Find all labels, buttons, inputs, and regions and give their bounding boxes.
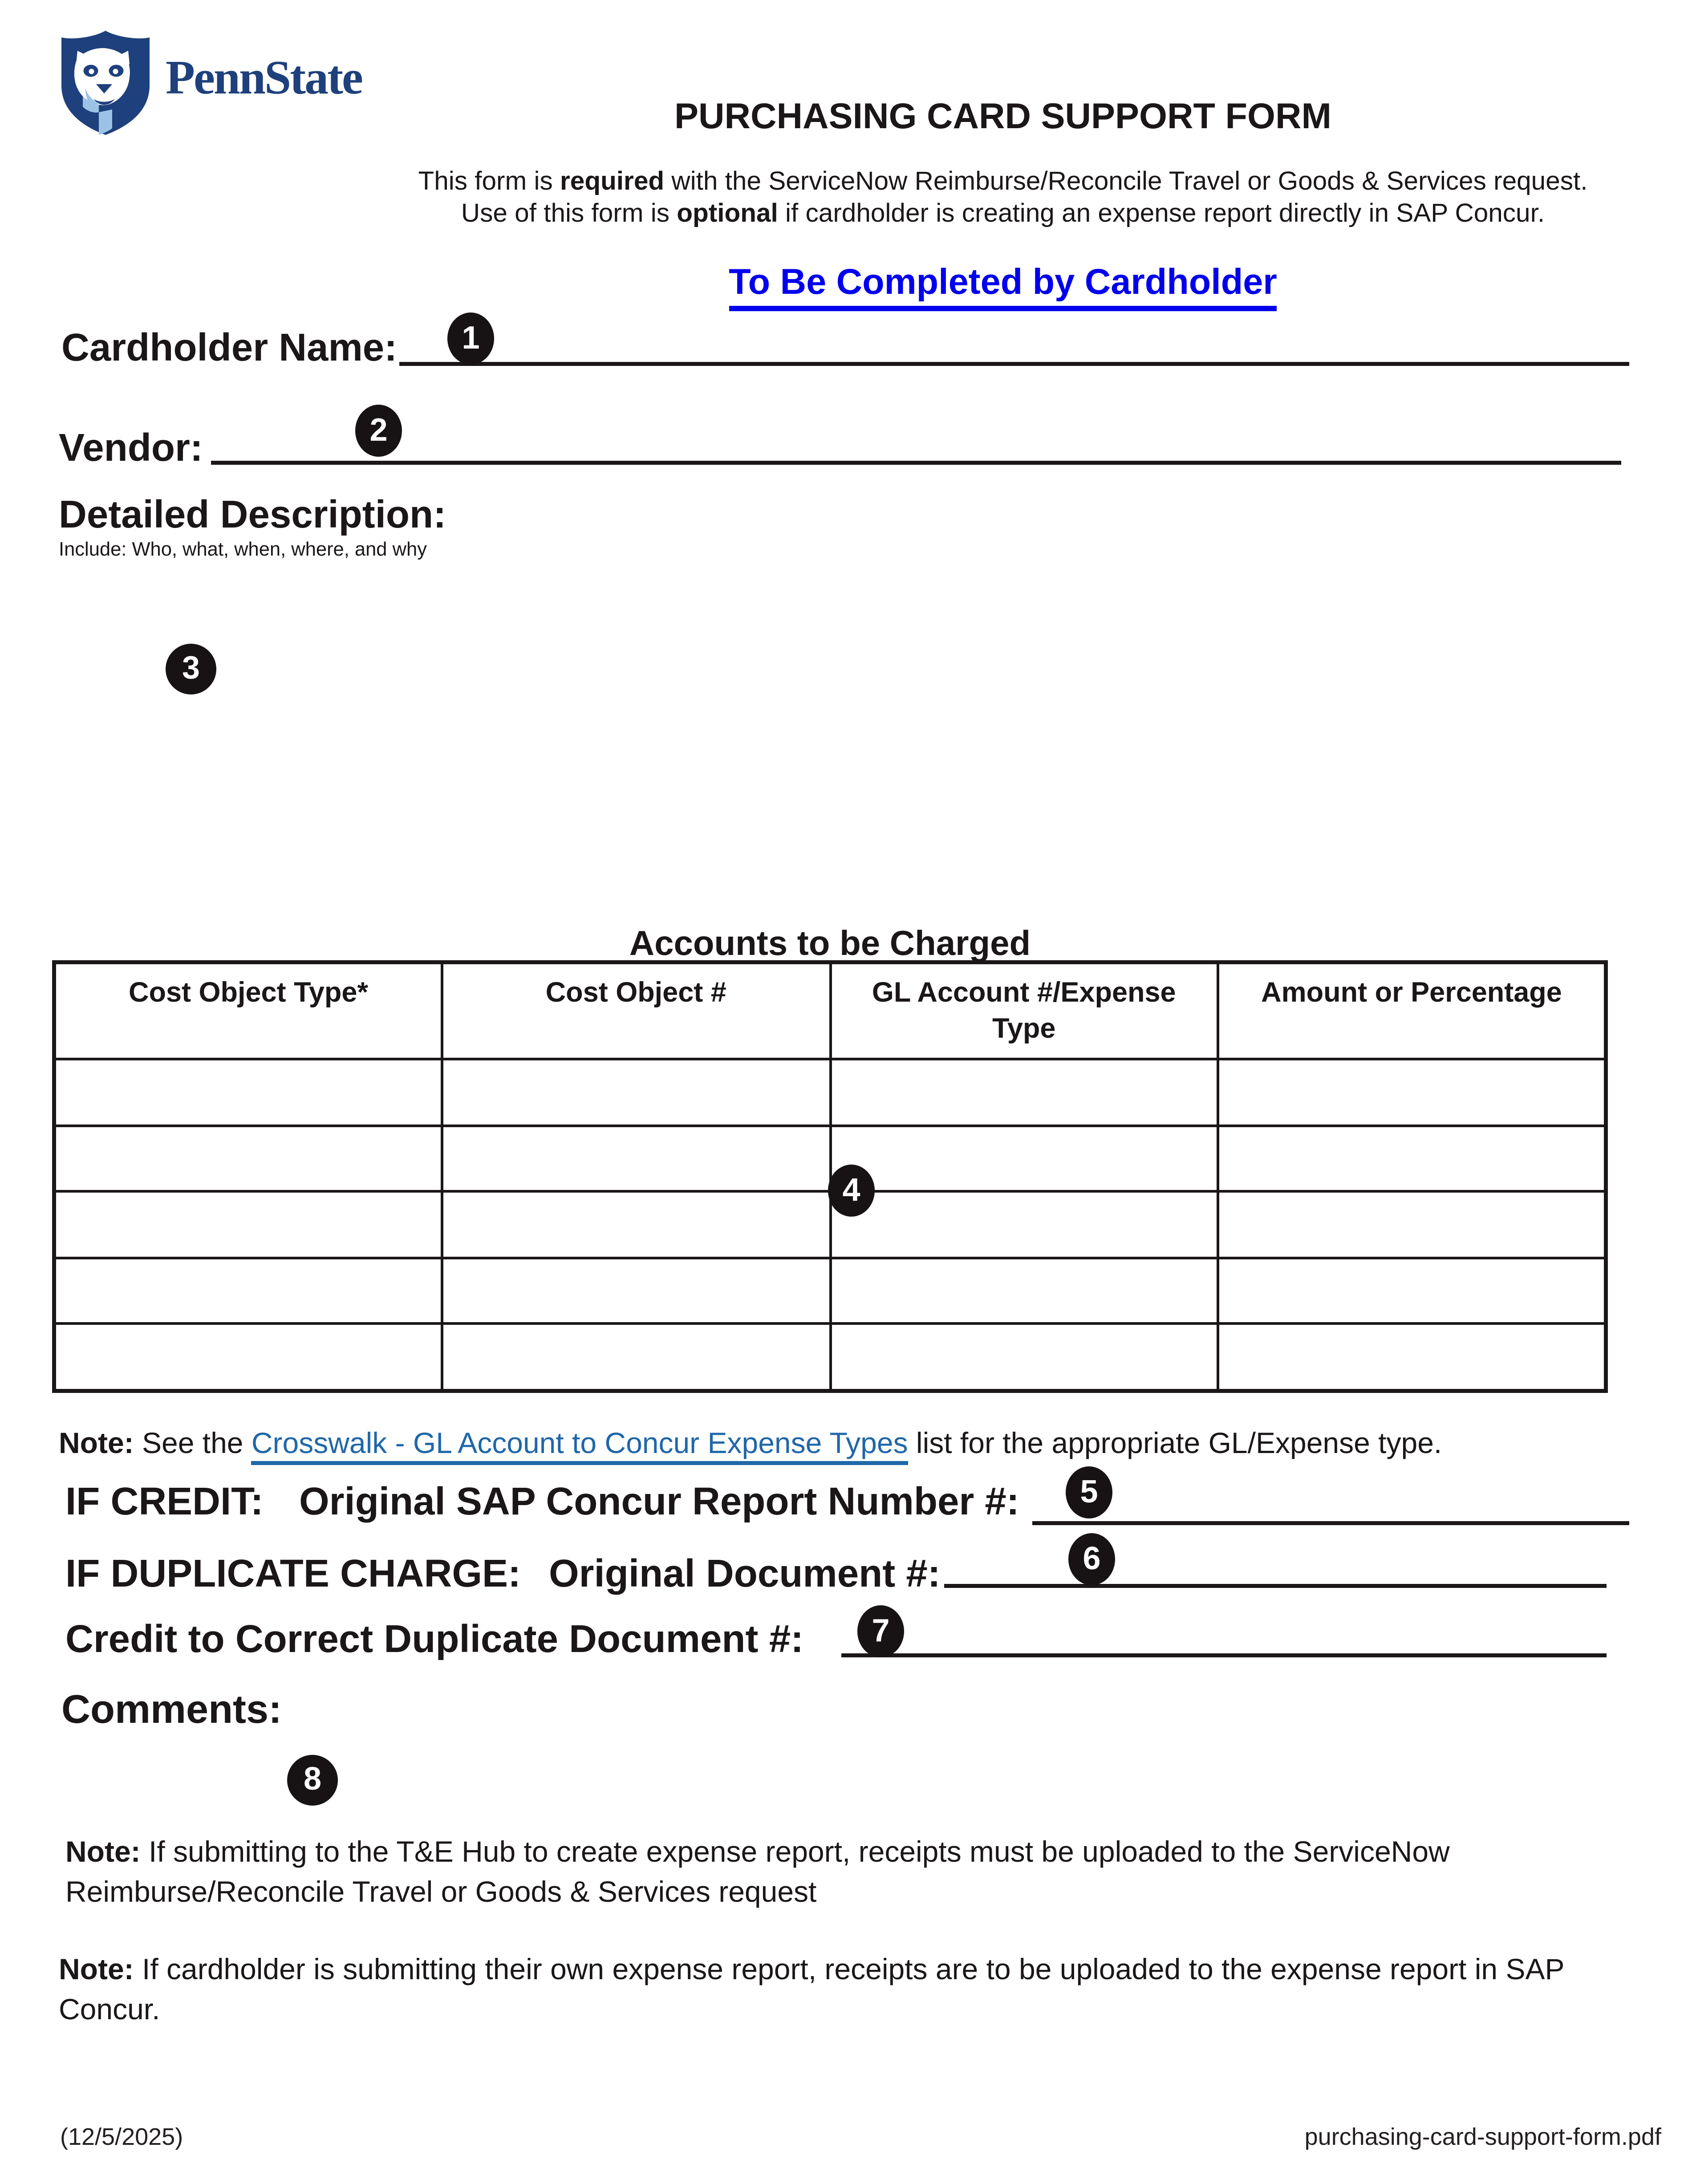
step-marker-4: 4 [828, 1165, 875, 1217]
intro-line-2: Use of this form is optional if cardholder is creating an expense report directly in SAP Concur. [461, 199, 1545, 228]
table-cell[interactable] [442, 1323, 830, 1390]
cardholder-name-label: Cardholder Name: [61, 327, 398, 370]
step-marker-8: 8 [287, 1755, 338, 1806]
table-row [54, 1323, 1606, 1390]
vendor-line[interactable] [211, 461, 1621, 465]
cardholder-name-line[interactable] [399, 362, 1629, 366]
crosswalk-link[interactable]: Crosswalk - GL Account to Concur Expense Types [252, 1426, 908, 1465]
step-marker-7: 7 [857, 1605, 904, 1657]
table-cell[interactable] [54, 1191, 442, 1258]
original-document-label: Original Document #: [549, 1553, 941, 1596]
note-te-hub: Note: If submitting to the T&E Hub to create expense report, receipts must be uploaded to the ServiceNow Reimburse/Reconcile Travel or Goods & Services request [65, 1835, 1450, 1908]
col-header-cost-object-type: Cost Object Type* [54, 962, 442, 1060]
table-cell[interactable] [830, 1125, 1218, 1192]
footer-filename: purchasing-card-support-form.pdf [1304, 2123, 1661, 2150]
original-report-label: Original SAP Concur Report Number #: [299, 1481, 1019, 1524]
table-row [54, 1258, 1606, 1324]
col-header-amount: Amount or Percentage [1218, 962, 1606, 1060]
table-cell[interactable] [54, 1323, 442, 1390]
comments-label: Comments: [61, 1688, 282, 1732]
table-cell[interactable] [1218, 1059, 1606, 1125]
table-cell[interactable] [1218, 1258, 1606, 1324]
page-title: PURCHASING CARD SUPPORT FORM [674, 96, 1331, 136]
note-crosswalk: Note: See the Crosswalk - GL Account to Concur Expense Types list for the appropriate GL/Expense type. [59, 1424, 1635, 1464]
table-cell[interactable] [830, 1323, 1218, 1390]
table-cell[interactable] [54, 1258, 442, 1324]
pennstate-shield-icon [59, 29, 152, 136]
table-cell[interactable] [1218, 1323, 1606, 1390]
accounts-table-title: Accounts to be Charged [629, 923, 1031, 963]
table-header-row [54, 962, 1606, 1060]
document-number-line[interactable] [944, 1584, 1607, 1588]
credit-correct-label: Credit to Correct Duplicate Document #: [65, 1619, 804, 1661]
table-cell[interactable] [442, 1258, 830, 1324]
step-marker-2: 2 [355, 405, 402, 457]
description-hint: Include: Who, what, when, where, and why [59, 540, 427, 561]
step-marker-1: 1 [447, 313, 494, 365]
table-cell[interactable] [54, 1125, 442, 1192]
if-duplicate-label: IF DUPLICATE CHARGE: [65, 1553, 521, 1596]
vendor-label: Vendor: [59, 427, 203, 470]
col-header-cost-object-number: Cost Object # [442, 962, 830, 1060]
step-marker-3: 3 [166, 644, 216, 694]
report-number-line[interactable] [1032, 1521, 1629, 1525]
table-cell[interactable] [830, 1059, 1218, 1125]
credit-document-line[interactable] [841, 1653, 1607, 1657]
pennstate-wordmark: PennState [166, 51, 362, 104]
if-credit-label: IF CREDIT: [65, 1481, 264, 1524]
table-row [54, 1059, 1606, 1125]
description-area[interactable] [59, 569, 1621, 916]
section-heading: To Be Completed by Cardholder [729, 262, 1277, 311]
table-cell[interactable] [442, 1125, 830, 1192]
detailed-description-label: Detailed Description: [59, 494, 446, 537]
table-cell[interactable] [830, 1191, 1218, 1258]
table-cell[interactable] [1218, 1125, 1606, 1192]
table-cell[interactable] [442, 1059, 830, 1125]
table-cell[interactable] [54, 1059, 442, 1125]
intro-line-1: This form is required with the ServiceNow Reimburse/Reconcile Travel or Goods & Services request. [418, 167, 1588, 196]
footer-date: (12/5/2025) [60, 2123, 183, 2150]
table-cell[interactable] [830, 1258, 1218, 1324]
table-cell[interactable] [1218, 1191, 1606, 1258]
col-header-gl-account: GL Account #/Expense Type [830, 962, 1218, 1060]
step-marker-6: 6 [1068, 1533, 1115, 1585]
intro-text [358, 166, 1648, 230]
step-marker-5: 5 [1066, 1466, 1112, 1518]
note-cardholder: Note: If cardholder is submitting their own expense report, receipts are to be uploaded to the expense report in SAP Concur. [59, 1953, 1564, 2026]
accounts-table [52, 960, 1608, 1392]
table-cell[interactable] [442, 1191, 830, 1258]
